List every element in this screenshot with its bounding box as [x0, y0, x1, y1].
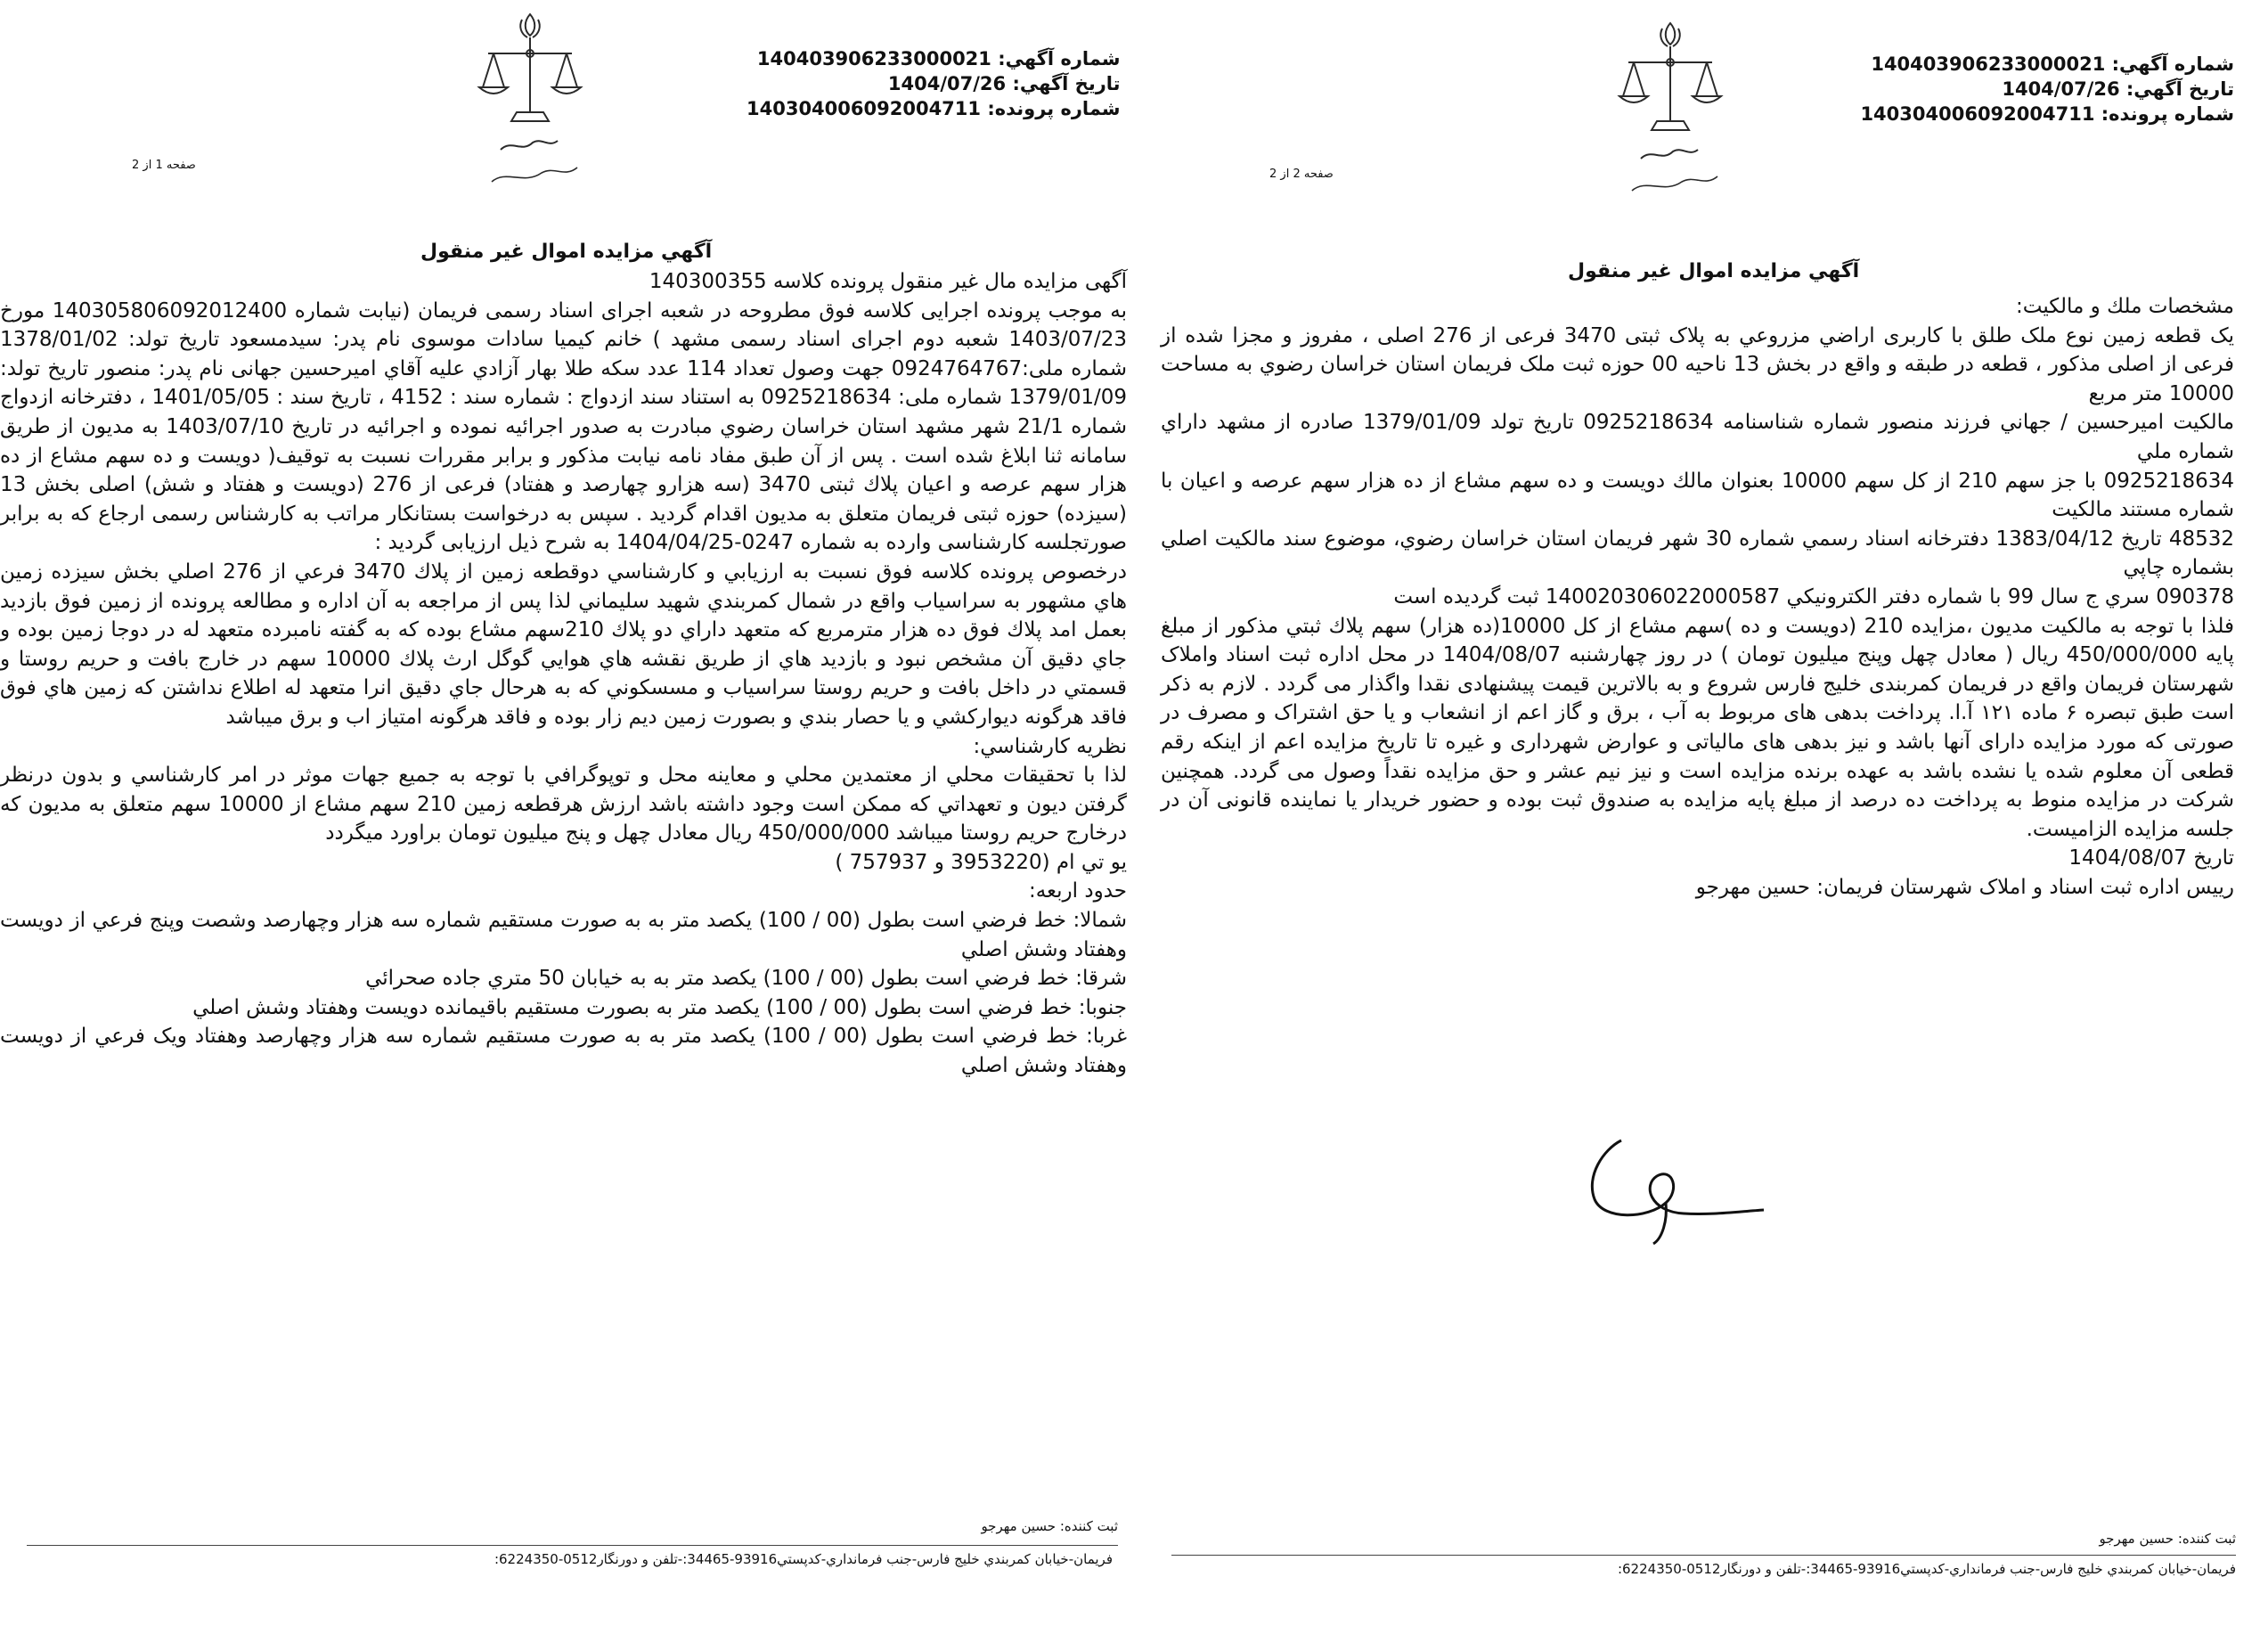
file-number: شماره پرونده: 140304006092004711 — [1860, 103, 2234, 125]
page-number: صفحه 2 از 2 — [1269, 168, 1334, 181]
ad-meta — [746, 46, 1121, 121]
footer-divider — [27, 1545, 1118, 1546]
office-address: فريمان-خيابان كمربندي خليج فارس-جنب فرمانداري-كدپستي93916-34465:-تلفن و دورنگار0512-6224350: — [1617, 1561, 2236, 1577]
ad-body — [0, 267, 1127, 1081]
office-address: فريمان-خيابان كمربندي خليج فارس-جنب فرمانداري-كدپستي93916-34465:-تلفن و دورنگار0512-6224350: — [494, 1551, 1113, 1567]
page-number: صفحه 1 از 2 — [132, 159, 196, 172]
ad-date: تاريخ آگهي: 1404/07/26 — [887, 73, 1121, 94]
judiciary-emblem — [472, 7, 588, 198]
paragraph: نظريه كارشناسي: — [973, 734, 1127, 758]
judiciary-emblem — [1612, 16, 1728, 207]
paragraph: شرقا: خط فرضي است بطول (00 / 100) يكصد متر به به خيابان 50 متري جاده صحرائي — [365, 967, 1127, 991]
paragraph: آگهی مزايده مال غير منقول پرونده كلاسه 140300355 — [649, 270, 1127, 293]
page-title: آگهي مزايده اموال غير منقول — [420, 241, 713, 263]
footer-divider — [1171, 1555, 2236, 1556]
paragraph: رييس اداره ثبت اسناد و املاک شهرستان فريمان: حسين مهرجو — [1695, 875, 2234, 899]
paragraph: 0925218634 با جز سهم 210 از کل سهم 10000 بعنوان مالك دويست و ده سهم مشاع از ده هزار سهم عرصه و اعيان با شماره مستند مالکيت — [1161, 469, 2234, 522]
registrar: ثبت كننده: حسين مهرجو — [2099, 1531, 2236, 1547]
paragraph: فلذا با توجه به مالكيت مديون ،مزايده 210 (دويست و ده )سهم مشاع از كل 10000(ده هزار) سهم پلاك ثبتي مذكور از مبلغ پايه 450/000/000 ريال ( معادل چهل وپنج ميليون تومان ) در روز چهارشنبه 1404/08/07 در محل اداره ثبت اسناد واملاک شهرستان فريمان واقع در فريمان کمربندی خليج فارس شروع و به بالاترين قيمت پيشنهادی نقدا واگذار می گردد . لازم به ذکر است طبق تبصره ۶ ماده ۱۲۱ آ.ا. پرداخت بدهی های مربوط به آب ، برق و گاز اعم از انشعاب و يا حق اشتراک و مصرف در صورتی که مورد مزايده دارای آنها باشد و نيز بدهی های مالياتی و عوارض شهرداری و غيره تا تاريخ مزايده اعم از اينکه رقم قطعی آن معلوم شده يا نشده باشد به عهده برنده مزايده است و نيز نيم عشر و حق مزايده نقداً وصول می گردد. همچنين شركت در مزايده منوط به پرداخت ده درصد از مبلغ پايه مزايده به صندوق ثبت بوده و حضور خريدار يا نماينده قانونی آن در جلسه مزايده الزاميست. — [1161, 614, 2235, 841]
paragraph: غربا: خط فرضي است بطول (00 / 100) يكصد متر به به صورت مستقيم شماره سه هزار وچهارصد وهفتاد ويک فرعي از دويست وهفتاد وشش اصلي — [0, 1025, 1127, 1078]
document-page-2 — [1149, 0, 2268, 1626]
paragraph: مالکيت اميرحسين / جهاني فرزند منصور شماره شناسنامه 0925218634 تاريخ تولد 1379/01/09 صادره از مشهد داراي شماره ملي — [1161, 411, 2235, 463]
registrar: ثبت كننده: حسين مهرجو — [981, 1518, 1118, 1534]
paragraph: يو تي ام (3953220 و 757937 ) — [835, 850, 1127, 874]
ad-meta — [1860, 52, 2234, 127]
page-title: آگهي مزايده اموال غير منقول — [1568, 260, 1860, 282]
ad-date: تاريخ آگهي: 1404/07/26 — [2002, 78, 2234, 100]
paragraph: به موجب پرونده اجرايی كلاسه فوق مطروحه در شعبه اجرای اسناد رسمی فريمان (نيابت شماره 140305806092012400 مورخ 1403/07/23 شعبه دوم اجرای اسناد رسمی مشهد ) خانم كيميا سادات موسوی نام پدر: سيدمسعود تاريخ تولد: 1378/01/02 شماره ملی:0924764767 جهت وصول تعداد 114 عدد سكه طلا بهار آزادي عليه آقاي اميرحسين جهانی نام پدر: منصور تاريخ تولد: 1379/01/09 شماره ملی: 0925218634 به استناد سند ازدواج : شماره سند : 4152 ، تاريخ سند : 1401/05/05 ، دفترخانه ازدواج شماره 21/1 شهر مشهد استان خراسان رضوي مبادرت به صدور اجرائيه نموده و اجرائيه در تاريخ 1403/07/10 به مديون از طريق سامانه ثنا ابلاغ شده است . پس از آن طبق مفاد نامه نيابت مذكور و برابر مقررات نسبت به توقيف( دويست و ده سهم مشاع از ده هزار سهم عرصه و اعيان پلاك ثبتی 3470 (سه هزارو چهارصد و هفتاد) فرعی از 276 (دويست و هفتاد و شش) اصلی بخش 13 (سيزده) حوزه ثبتی فريمان متعلق به مديون اقدام گرديد . سپس به درخواست بستانكار مراتب به كارشناس رسمی ارجاع كه به برابر صورتجلسه كارشناسی وارده به شماره 0247-1404/04/25 به شرح ذيل ارزيابی گرديد : — [0, 298, 1128, 555]
ad-number: شماره آگهي: 140403906233000021 — [1871, 53, 2234, 75]
paragraph: لذا با تحقيقات محلي از معتمدين محلي و معاينه محل و توپوگرافي با توجه به جميع جهات موثر در امر كارشناسي و بدون درنظر گرفتن ديون و تعهداتي كه ممكن است وجود داشته باشد ارزش هرقطعه زمين 210 سهم مشاع از 10000 سهم متعلق به مديون كه درخارج حريم روستا ميباشد 450/000/000 ريال معادل چهل و پنج ميليون تومان براورد ميگردد — [0, 764, 1127, 846]
paragraph: حدود اربعه: — [1028, 879, 1127, 903]
paragraph: تاريخ 1404/08/07 — [2068, 846, 2234, 870]
paragraph: شمالا: خط فرضي است بطول (00 / 100) يكصد متر به به صورت مستقيم شماره سه هزار وچهارصد وشصت وپنج فرعي از دويست وهفتاد وشش اصلي — [0, 909, 1128, 961]
signature — [1568, 1114, 1773, 1251]
ad-number: شماره آگهي: 140403906233000021 — [756, 48, 1121, 69]
ad-body — [1161, 292, 2234, 902]
paragraph: يک قطعه زمين نوع ملک طلق با کاربری اراضي مزروعي به پلاک ثبتی 3470 فرعی از 276 اصلی ، مفروز و مجزا شده از فرعی از اصلی مذکور ، قطعه در طبقه و واقع در بخش 13 ناحيه 00 حوزه ثبت ملک فريمان استان خراسان رضوي به مساحت 10000 متر مربع — [1161, 323, 2234, 405]
paragraph: جنوبا: خط فرضي است بطول (00 / 100) يكصد متر به بصورت مستقيم باقيمانده دويست وهفتاد وشش اصلي — [192, 995, 1127, 1019]
paragraph: 090378 سري ج سال 99 با شماره دفتر الکترونيکي 140020306022000587 ثبت گرديده است — [1393, 584, 2234, 609]
file-number: شماره پرونده: 140304006092004711 — [746, 98, 1121, 119]
paragraph: 48532 تاريخ 1383/04/12 دفترخانه اسناد رسمي شماره 30 شهر فريمان استان خراسان رضوي، موضوع سند مالکيت اصلي بشماره چاپي — [1161, 527, 2235, 580]
paragraph: درخصوص پرونده كلاسه فوق نسبت به ارزيابي و كارشناسي دوقطعه زمين از پلاك 3470 فرعي از 276 اصلي بخش سيزده زمين هاي مشهور به سراسياب واقع در شمال كمربندي شهيد سليماني لذا پس از مراجعه به آن اداره و مطالعه پرونده از زمين فوق بازديد بعمل امد پلاك فوق ده هزار مترمربع كه متعهد داراي دو پلاك 210سهم مشاع بوده كه به گفته نامبرده متعهد له در دوجا زمين بوده و جاي دقيق آن مشخص نبود و بازديد هاي از طريق نقشه هاي هوايي گوگل ارث پلاك 10000 سهم در خارج بافت و حريم روستا و قسمتي در داخل بافت و حريم روستا سراسياب و مسسكوني كه به هرحال جاي دقيق انرا متعهد له اطلاع نداشتن كه زمين هاي فوق فاقد هرگونه ديواركشي و يا حصار بندي و بصورت زمين ديم زار بوده و فاقد هرگونه امتياز اب و برق ميباشد — [0, 560, 1128, 729]
paragraph: مشخصات ملك و مالكيت: — [2016, 295, 2234, 318]
